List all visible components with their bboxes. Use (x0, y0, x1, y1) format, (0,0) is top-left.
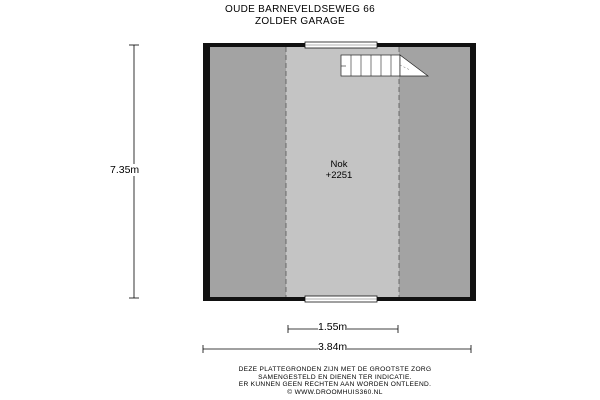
room-ridge-label: Nok (330, 159, 348, 170)
sloped-area-right (399, 47, 470, 297)
sloped-area-left (210, 47, 286, 297)
plan-address-title: OUDE BARNEVELDSEWEG 66 (225, 4, 375, 15)
disclaimer-line: ER KUNNEN GEEN RECHTEN AAN WORDEN ONTLEEND. (238, 381, 432, 388)
dimension-inner-width-label: 1.55m (318, 321, 348, 333)
room-ridge-height: +2251 (325, 170, 353, 181)
dimension-height-label: 7.35m (110, 164, 140, 176)
window-top (305, 42, 377, 48)
disclaimer-line: DEZE PLATTEGRONDEN ZIJN MET DE GROOTSTE ZORG (238, 366, 432, 373)
plan-floor-title: ZOLDER GARAGE (254, 16, 346, 27)
dimension-total-width-label: 3.84m (318, 341, 348, 353)
disclaimer-copyright: © WWW.DROOMHUIS360.NL (287, 388, 383, 396)
window-bottom (305, 296, 377, 302)
disclaimer-line: SAMENGESTELD EN DIENEN TER INDICATIE. (258, 373, 412, 381)
